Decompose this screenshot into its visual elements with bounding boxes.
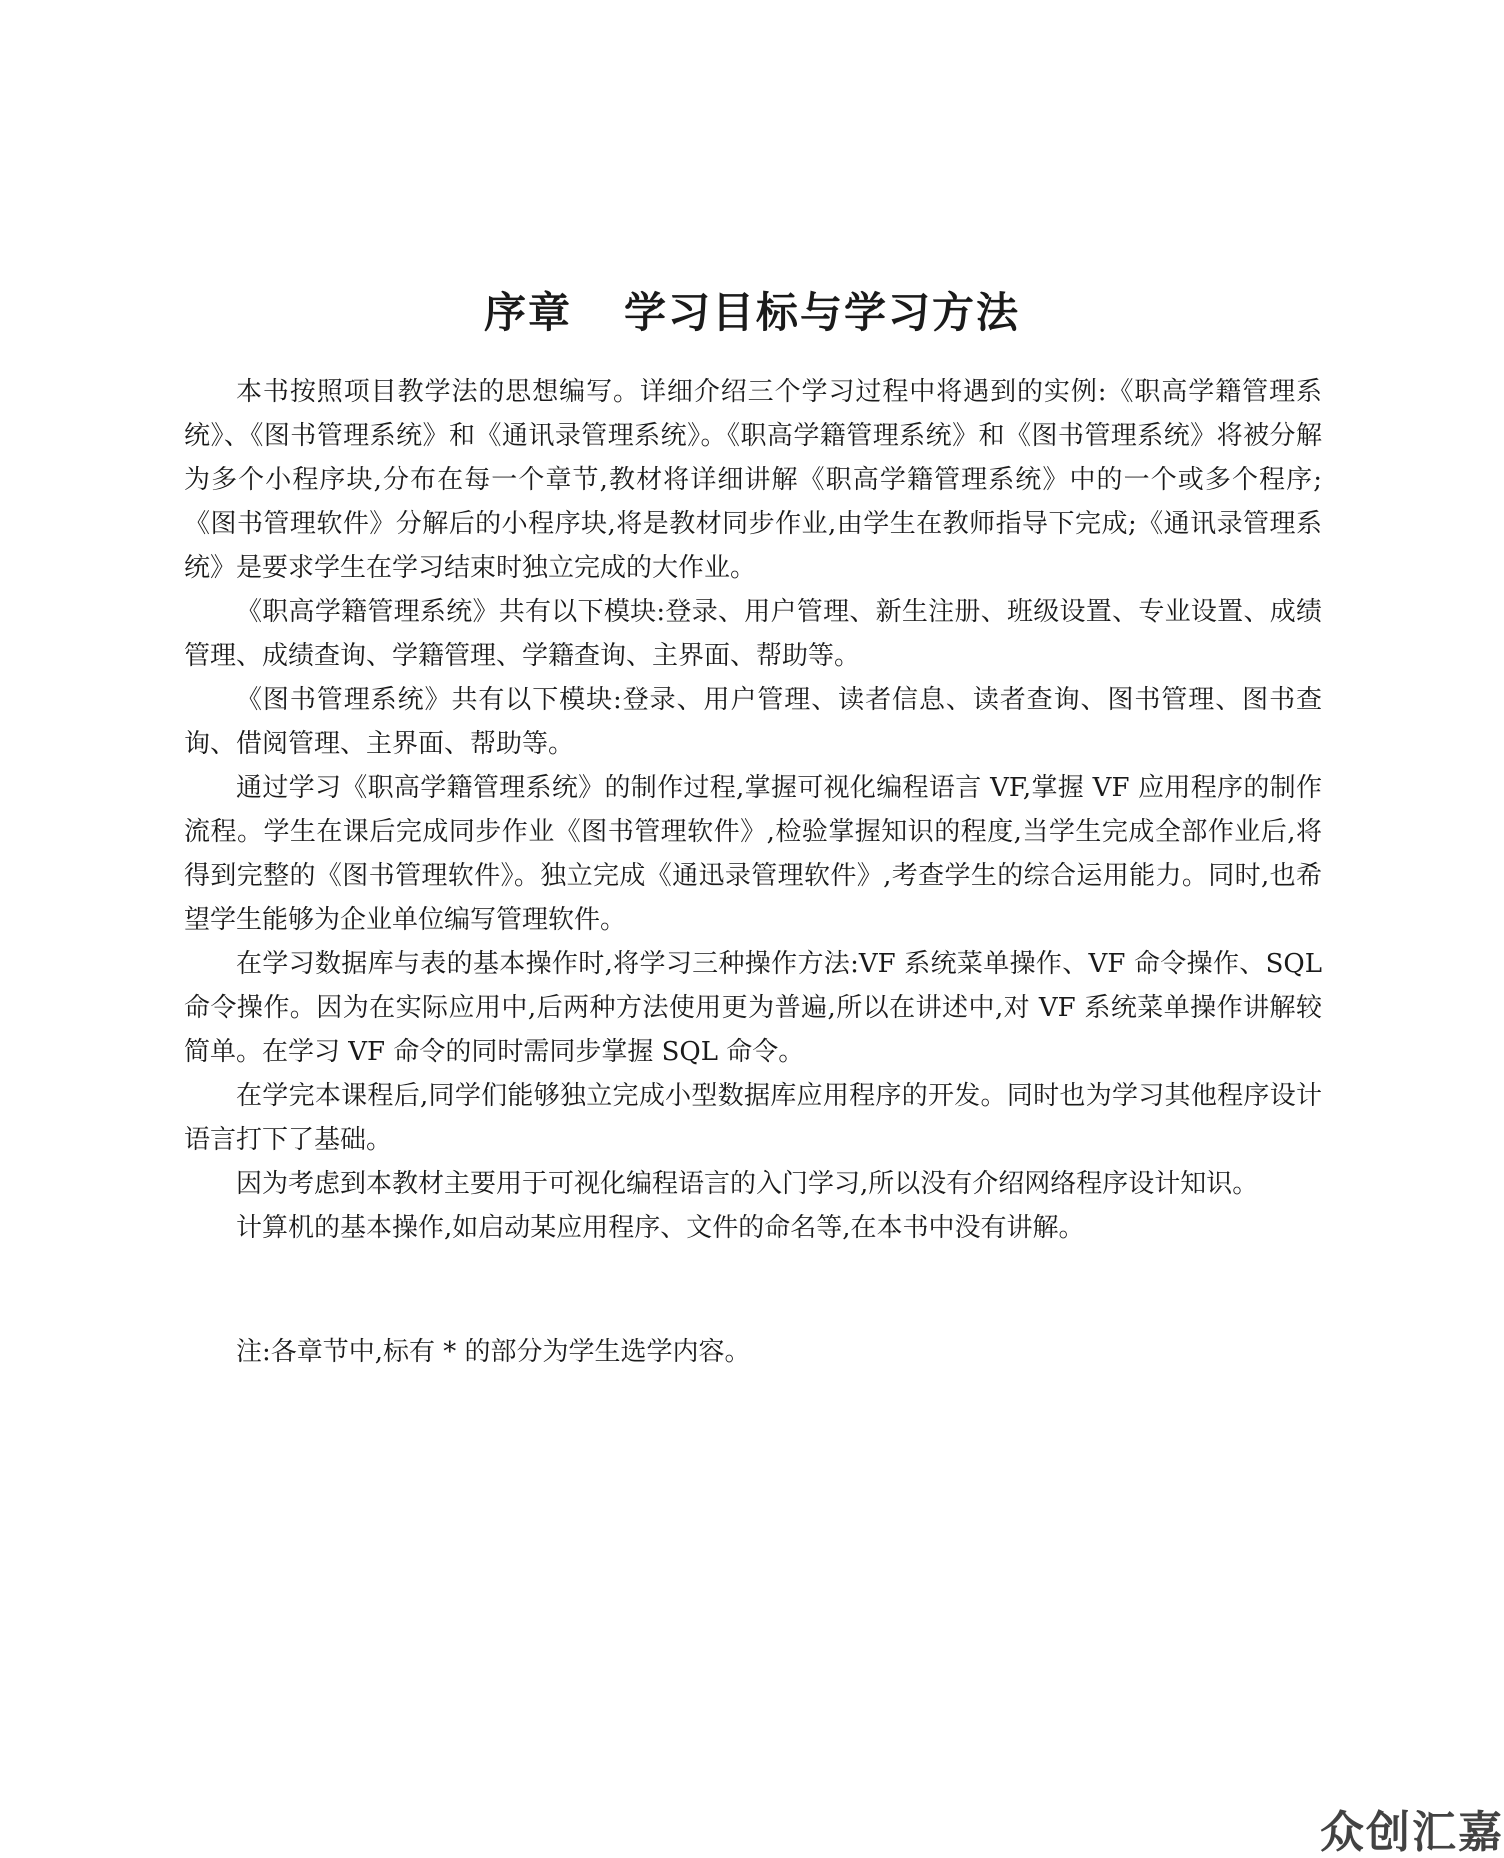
paragraph-student-system-modules: 《职高学籍管理系统》共有以下模块:登录、用户管理、新生注册、班级设置、专业设置、成绩管理、成绩查询、学籍管理、学籍查询、主界面、帮助等。 <box>184 597 1322 671</box>
paragraph-library-system-modules: 《图书管理系统》共有以下模块:登录、用户管理、读者信息、读者查询、图书管理、图书查询、借阅管理、主界面、帮助等。 <box>184 685 1322 759</box>
paragraph-course-outcome: 在学完本课程后,同学们能够独立完成小型数据库应用程序的开发。同时也为学习其他程序设计语言打下了基础。 <box>184 1081 1322 1155</box>
paragraph-intro: 本书按照项目教学法的思想编写。详细介绍三个学习过程中将遇到的实例:《职高学籍管理系统》、《图书管理系统》和《通讯录管理系统》。《职高学籍管理系统》和《图书管理系统》将被分解为多个小程序块,分布在每一个章节,教材将详细讲解《职高学籍管理系统》中的一个或多个程序;《图书管理软件》分解后的小程序块,将是教材同步作业,由学生在教师指导下完成;《通讯录管理系统》是要求学生在学习结束时独立完成的大作业。 <box>184 377 1322 583</box>
chapter-title-prefix: 序章 <box>483 288 572 338</box>
paragraph-network-scope: 因为考虑到本教材主要用于可视化编程语言的入门学习,所以没有介绍网络程序设计知识。 <box>236 1169 1259 1199</box>
paragraph-operation-methods: 在学习数据库与表的基本操作时,将学习三种操作方法:VF 系统菜单操作、VF 命令操作、SQL 命令操作。因为在实际应用中,后两种方法使用更为普遍,所以在讲述中,对 VF 系统菜单操作讲解较简单。在学习 VF 命令的同时需同步掌握 SQL 命令。 <box>184 949 1322 1067</box>
paragraph-learning-process: 通过学习《职高学籍管理系统》的制作过程,掌握可视化编程语言 VF,掌握 VF 应用程序的制作流程。学生在课后完成同步作业《图书管理软件》,检验掌握知识的程度,当学生完成全部作业后,将得到完整的《图书管理软件》。独立完成《通迅录管理软件》,考查学生的综合运用能力。同时,也希望学生能够为企业单位编写管理软件。 <box>184 773 1322 935</box>
watermark: 众创汇嘉 <box>1320 1807 1504 1858</box>
chapter-title-main: 学习目标与学习方法 <box>624 288 1021 338</box>
footnote-optional-content: 注:各章节中,标有 * 的部分为学生选学内容。 <box>236 1337 751 1367</box>
body-text <box>184 370 1322 1250</box>
chapter-title <box>0 280 1504 340</box>
paragraph-basic-operations: 计算机的基本操作,如启动某应用程序、文件的命名等,在本书中没有讲解。 <box>236 1213 1085 1243</box>
